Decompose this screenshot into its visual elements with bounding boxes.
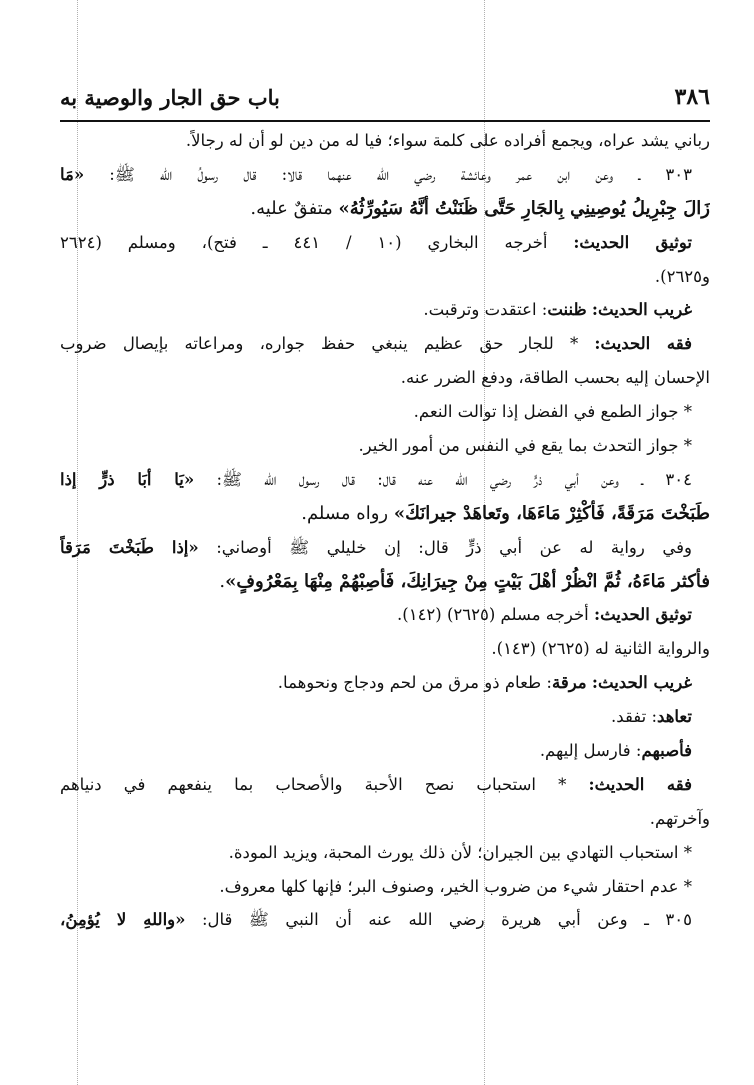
- text-line: [60, 361, 710, 395]
- text-span: * استحباب التهادي بين الجيران؛ لأن ذلك يورث المحبة، ويزيد المودة.: [228, 842, 692, 862]
- bold-text: تعاهد: [657, 707, 692, 727]
- text-span: والرواية الثانية له (٢٦٢٥) (١٤٣).: [491, 639, 710, 659]
- text-line: [60, 565, 710, 599]
- text-span: .: [219, 570, 226, 592]
- text-line: [60, 124, 710, 158]
- text-span: * جواز الطمع في الفضل إذا توالت النعم.: [413, 402, 692, 422]
- bold-text: «واللهِ لا يُؤمِنُ،: [60, 910, 186, 930]
- page-number: ٣٨٦: [674, 84, 710, 110]
- text-span: الإحسان إليه بحسب الطاقة، ودفع الضرر عنه.: [400, 368, 710, 388]
- text-line: [60, 870, 710, 904]
- text-line: [60, 903, 710, 937]
- text-span: رواه مسلم.: [301, 502, 394, 524]
- text-line: [60, 768, 710, 802]
- text-span: ٣٠٥ ـ وعن أبي هريرة رضي الله عنه أن النبي ﷺ قال:: [185, 910, 692, 930]
- text-line: [60, 226, 710, 260]
- text-line: [60, 327, 710, 361]
- text-span: أخرجه البخاري (١٠ / ٤٤١ ـ فتح)، ومسلم (٢٦٢٤: [60, 232, 574, 252]
- bold-text: ظننت: [547, 300, 587, 320]
- text-span: أخرجه مسلم (٢٦٢٥) (١٤٢).: [397, 605, 594, 625]
- bold-text: توثيق الحديث:: [593, 605, 692, 625]
- bold-text: فأكثر مَاءَهُ، ثُمَّ انْظُرْ أهْلَ بَيْتٍ مِنْ جِيرَانِكَ، فَأصِبْهُمْ مِنْهَا بِمَعْرُوفٍ»: [225, 570, 710, 592]
- text-span: رباني يشد عراه، ويجمع أفراده على كلمة سواء؛ فيا له من دين لو أن له رجالاً.: [185, 131, 710, 150]
- bold-text: مرقة: [551, 673, 587, 693]
- bold-text: «إذا طَبَخْتَ مَرَقاً: [60, 537, 199, 557]
- bold-text: فقه الحديث:: [594, 334, 692, 354]
- text-line: [60, 158, 710, 192]
- bold-text: توثيق الحديث:: [573, 232, 692, 252]
- bold-text: فأصبهم: [641, 741, 692, 761]
- text-span: : تفقد.: [611, 707, 658, 727]
- text-span: * للجار حق عظيم ينبغي حفظ جواره، ومراعاته بإيصال ضروب: [60, 334, 595, 354]
- text-span: * عدم احتقار شيء من ضروب الخير، وصنوف البر؛ فإنها كلها معروف.: [219, 876, 692, 896]
- text-span: وفي رواية له عن أبي ذرٍّ قال: إن خليلي ﷺ أوصاني:: [198, 537, 693, 557]
- text-line: [60, 497, 710, 531]
- body-text: [60, 124, 710, 937]
- text-line: [60, 463, 710, 497]
- bold-text: طَبَخْتَ مَرَقَةً، فَأكْثِرْ مَاءَهَا، وتَعاهَدْ جيرانَكَ»: [393, 502, 710, 524]
- text-line: [60, 192, 710, 226]
- text-span: و٢٦٢٥).: [654, 266, 710, 286]
- text-line: [60, 293, 710, 327]
- bold-text: فقه الحديث:: [588, 774, 693, 794]
- text-span: ٣٠٤ ـ وعن أبي ذرٍّ رضي الله عنه قال: قال رسول الله ﷺ:: [194, 469, 693, 489]
- bold-text: غريب الحديث:: [591, 300, 692, 320]
- text-span: : فارسل إليهم.: [539, 741, 642, 761]
- text-line: [60, 395, 710, 429]
- text-span: : اعتقدت وترقبت.: [423, 300, 548, 320]
- text-span: * استحباب نصح الأحبة والأصحاب بما ينفعهم في دنياهم: [60, 774, 589, 794]
- text-span: وآخرتهم.: [649, 808, 710, 828]
- text-line: [60, 666, 710, 700]
- text-span: ٣٠٣ ـ وعن ابن عمر وعائشة رضي الله عنهما قالا: قال رسولُ الله ﷺ:: [84, 164, 692, 184]
- text-span: متفقٌ عليه.: [250, 197, 339, 219]
- bold-text: زَالَ جِبْرِيلُ يُوصِينِي بِالجَارِ حَتَّى ظَنَنْتُ أنَّهُ سَيُورِّثُهُ»: [338, 197, 710, 219]
- header-rule: [60, 120, 710, 122]
- page-header: [60, 80, 710, 114]
- text-line: [60, 598, 710, 632]
- text-line: [60, 700, 710, 734]
- text-line: [60, 802, 710, 836]
- text-span: : طعام ذو مرق من لحم ودجاج ونحوهما.: [277, 673, 552, 693]
- text-line: [60, 531, 710, 565]
- running-title: باب حق الجار والوصية به: [60, 84, 280, 110]
- text-line: [60, 836, 710, 870]
- bold-text: «مَا: [60, 164, 85, 184]
- bold-text: «يَا أبَا ذرٍّ إذا: [60, 469, 195, 489]
- text-line: [60, 429, 710, 463]
- text-span: * جواز التحدث بما يقع في النفس من أمور الخير.: [358, 436, 692, 456]
- bold-text: غريب الحديث:: [591, 673, 692, 693]
- text-line: [60, 734, 710, 768]
- text-line: [60, 260, 710, 294]
- text-line: [60, 632, 710, 666]
